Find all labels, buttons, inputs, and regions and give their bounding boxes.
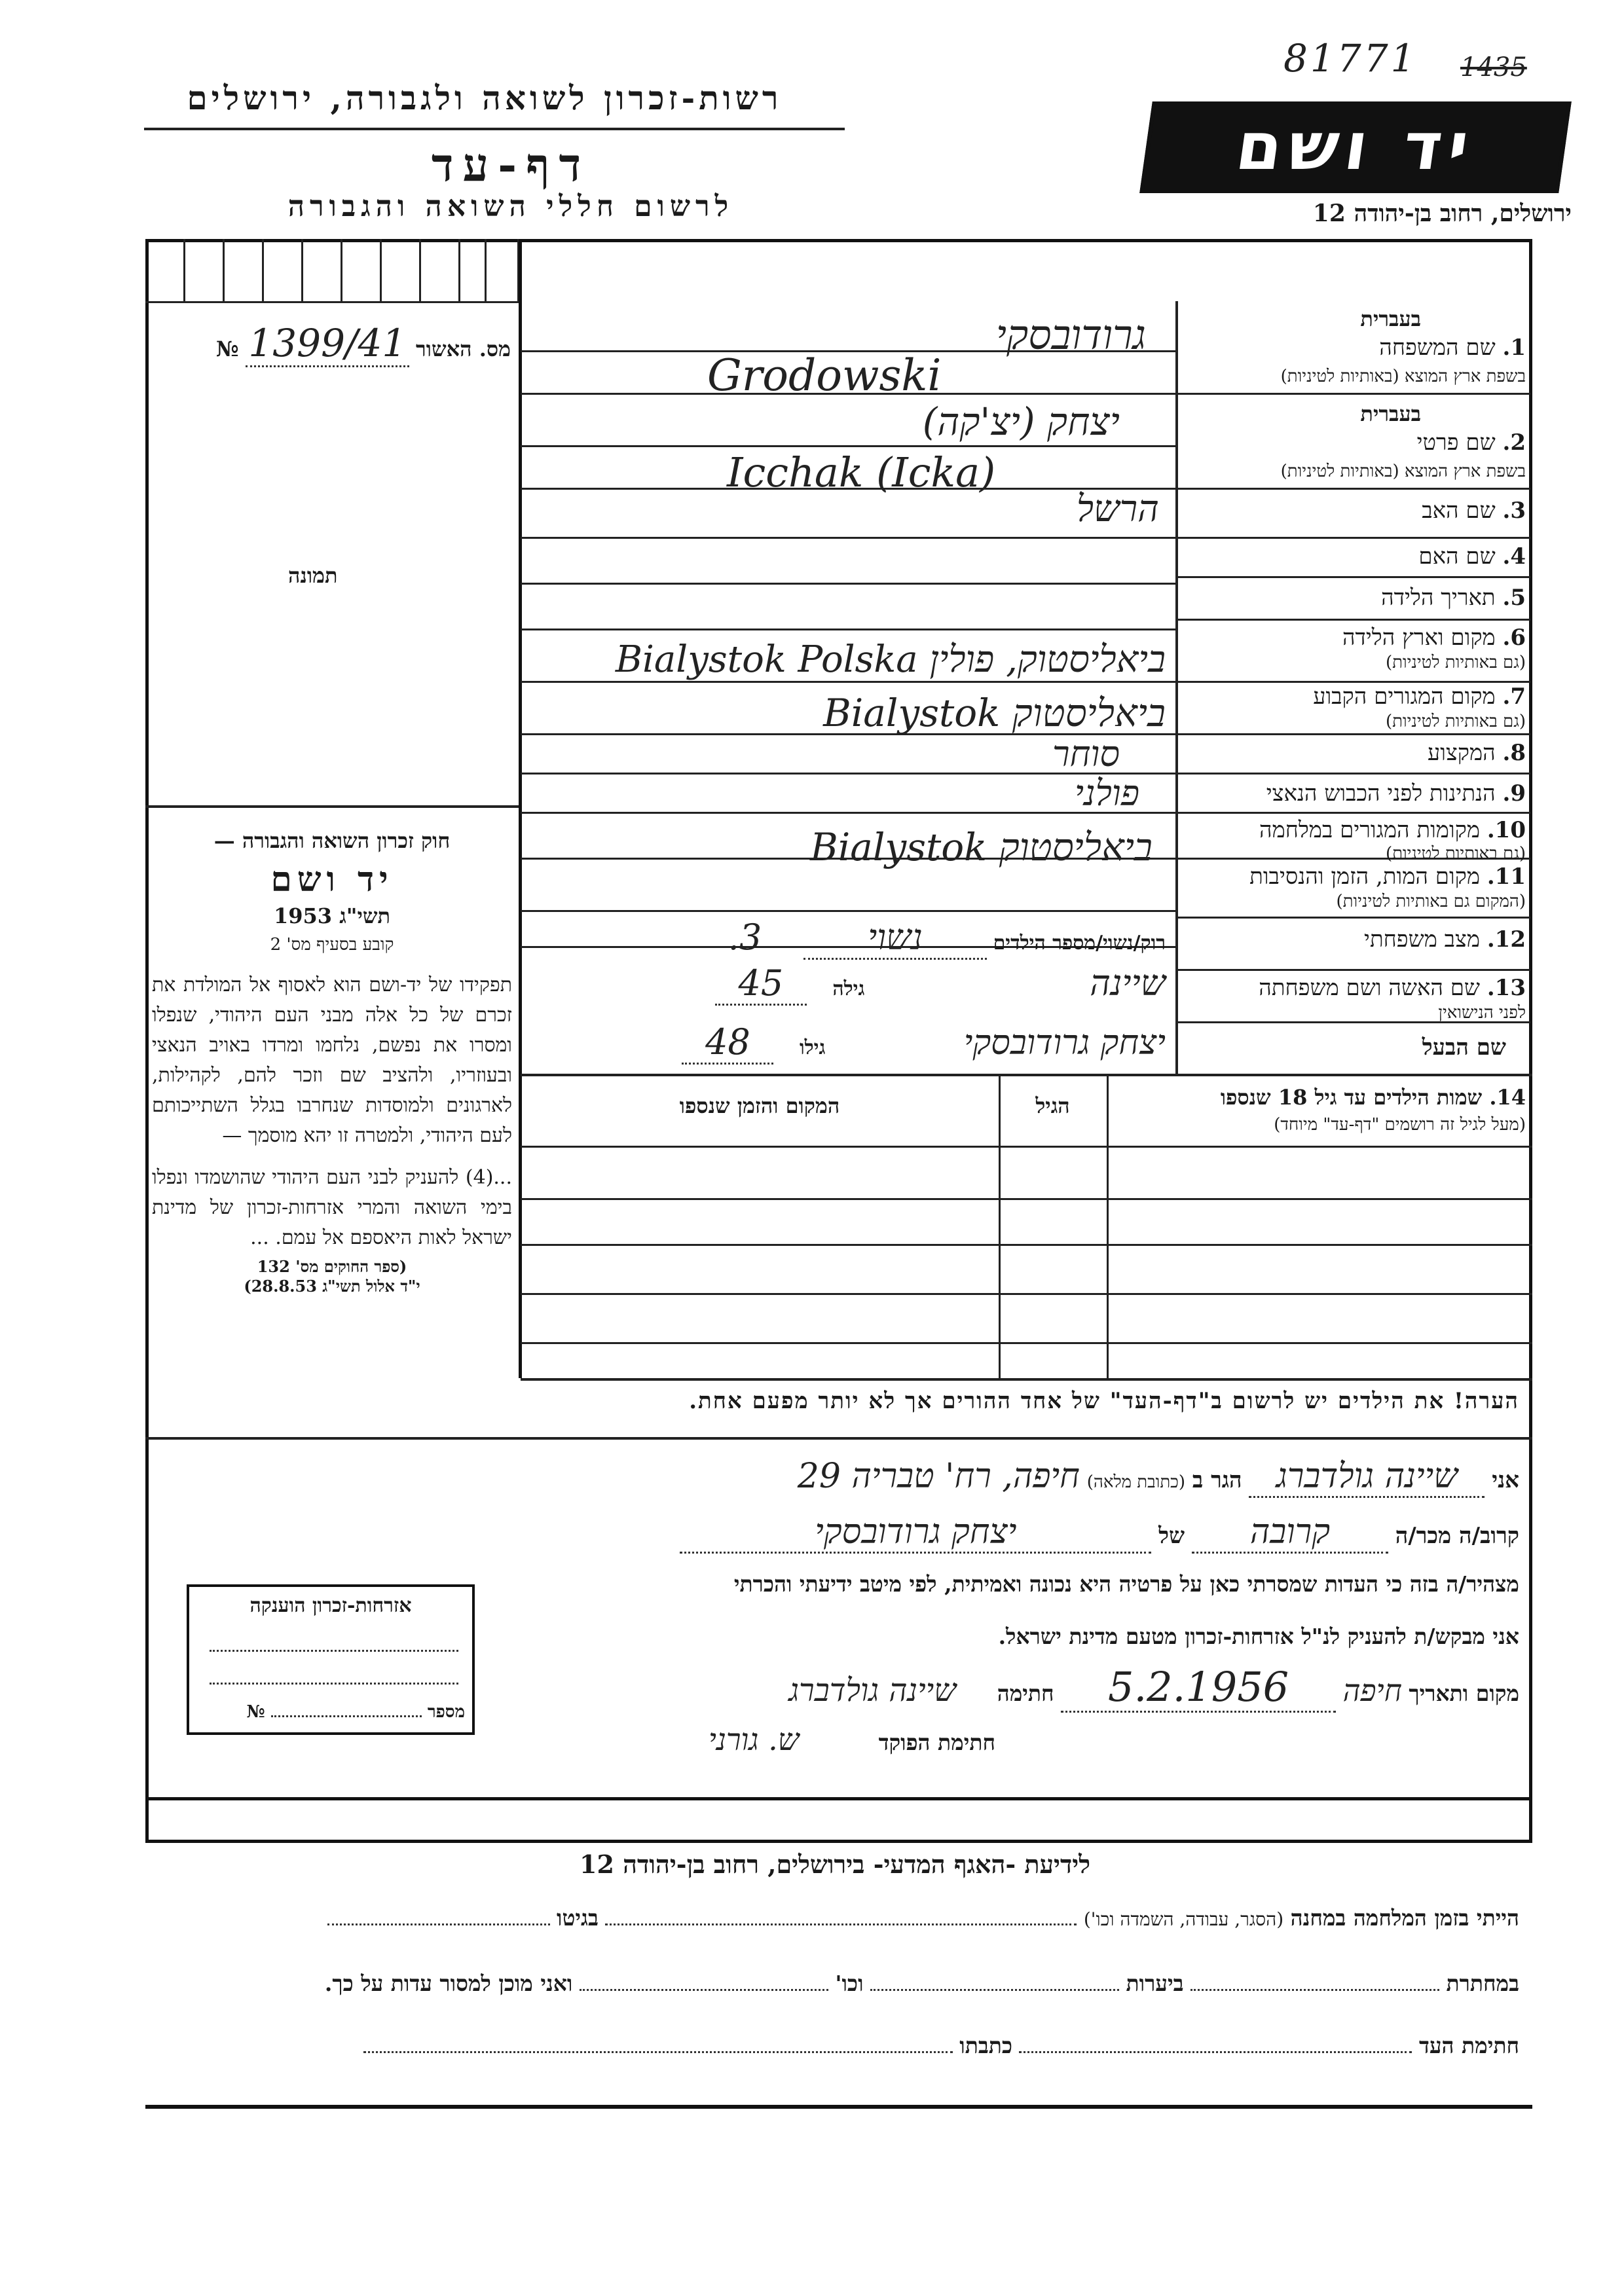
citizenship-dotted-line (210, 1683, 458, 1685)
value-line (521, 537, 1175, 539)
org-line: רשות-זכרון לשואה ולגבורה, ירושלים (187, 79, 783, 117)
field-6-label: 6. מקום וארץ הלידה (גם באותיות לטיניות) (1342, 625, 1526, 672)
strip-cell (341, 239, 342, 301)
info-top-line (145, 1797, 1532, 1800)
occupation[interactable]: סוחר (1052, 733, 1120, 774)
field-13-label: 13. שם האשה ושם משפחתה לפני הנישואין (1259, 975, 1526, 1023)
strip-cell (223, 239, 225, 301)
children-col-age: הגיל (1035, 1093, 1070, 1118)
date-value[interactable]: 5.2.1956 (1061, 1663, 1336, 1713)
photo-column-divider (519, 239, 522, 1378)
children-col-divider (999, 1074, 1001, 1378)
form-title: דף-עד (431, 137, 591, 192)
field-11-label: 11. מקום המות, הזמן והנסיבות (המקום גם באותיות לטיניות) (1249, 864, 1526, 911)
law-title: חוק זכרון השואה והגבורה — (213, 828, 451, 853)
approval-row (170, 321, 511, 367)
birth-place[interactable]: ביאליסטוק, פולין Bialystok Polska (615, 638, 1166, 681)
field-7-label: 7. מקום המגורים הקבוע (גם באותיות לטיניות) (1313, 683, 1526, 731)
approval-number[interactable]: 1399/41 (246, 321, 409, 367)
label-row-line (1177, 969, 1530, 971)
marital-status[interactable]: נשוי (803, 917, 987, 960)
note-bottom-line (145, 1437, 1532, 1440)
children-row-line (521, 1244, 1532, 1246)
address: ירושלים, רחוב בן-יהודה 12 (1312, 200, 1572, 227)
value-line (521, 583, 1175, 585)
label-row-line (1177, 917, 1530, 919)
children-row-line (521, 1342, 1532, 1344)
marital-options: רוק/נשוי/מספר הילדים (993, 932, 1166, 955)
signature-value[interactable]: שיינה גולדברג (788, 1672, 957, 1709)
photo-bottom-line (145, 805, 519, 808)
strip-cell (262, 239, 264, 301)
wife-age-label: גילה (832, 977, 865, 1000)
children-col-place: המקום והזמן שנספו (679, 1093, 840, 1118)
wife-row (537, 962, 1166, 1006)
place-value[interactable]: חיפה (1342, 1673, 1402, 1708)
officer-signature[interactable]: ש. גורני (708, 1722, 800, 1757)
children-col-divider (1107, 1074, 1109, 1378)
law-source: (ספר החוקים מס' 132 (257, 1257, 407, 1276)
declaration-line-4: אני מבקש/ת להעניק לנ"ל אזרחות-זכרון מטעם מדינת ישראל. (998, 1624, 1519, 1649)
declaration-line-1: אני שיינה גולדברג הגר ב (כתובת מלאה) חיפה, רח' טבריה 29 (458, 1457, 1519, 1498)
husband-age-label: גילו (799, 1036, 826, 1059)
declaration-line-3: מצהיר/ה בזה כי העדות שמסרתי כאן על פרטיה היא נכונה ואמיתית, לפי מיטב ידיעתי והכרתי (733, 1571, 1519, 1597)
strip-cell (301, 239, 303, 301)
firstname-latin[interactable]: Icchak (Icka) (727, 448, 996, 496)
strip-cell (183, 239, 185, 301)
field-1-sub: בשפת ארץ המוצא (באותיות לטיניות) (1280, 367, 1526, 386)
relation[interactable]: קרובה (1192, 1512, 1388, 1554)
strip-cell (485, 239, 487, 301)
declarant-address[interactable]: חיפה, רח' טבריה 29 (797, 1457, 1080, 1496)
logo-text: יד ושם (1231, 108, 1480, 185)
wife-name[interactable]: שיינה (1090, 962, 1166, 1004)
info-title: לידיעת -האגף המדעי- בירושלים, רחוב בן-יהודה 12 (580, 1850, 1090, 1879)
approval-label: מס. האשור (416, 337, 511, 361)
info-line-1: הייתי בזמן המלחמה במחנה (הסגר, עבודה, השמדה וכו') בגיטו (157, 1905, 1519, 1931)
children-title: שמות הילדים עד גיל 18 שנספו (1220, 1085, 1483, 1110)
strip-cell (380, 239, 382, 301)
husband-name[interactable]: יצחק גרודובסקי (963, 1023, 1166, 1063)
children-row-line (521, 1293, 1532, 1295)
surname-latin[interactable]: Grodowski (707, 350, 942, 401)
law-year: תשי"ג 1953 (274, 903, 390, 928)
approval-no-label: № (215, 337, 239, 361)
wife-age[interactable]: 45 (715, 962, 807, 1006)
officer-row: חתימת הפוקד ש. גורני (458, 1722, 995, 1757)
husband-age[interactable]: 48 (682, 1021, 773, 1065)
children-top-line (521, 1074, 1532, 1076)
citizenship-number-row: מספר № (246, 1702, 465, 1722)
value-line (521, 681, 1175, 683)
law-name: יד ושם (270, 860, 394, 900)
label-row-line (1177, 773, 1530, 774)
photo-label: תמונה (288, 563, 338, 588)
place-date-row: מקום ותאריך חיפה 5.2.1956 חתימה שיינה גולדברג (458, 1663, 1519, 1713)
info-line-2: במחתרת ביערות וכו' ואני מוכן למסור עדות על כך. (324, 1971, 1519, 1996)
citizenship-title: אזרחות-זכרון הוענקה (249, 1594, 412, 1617)
father-name[interactable]: הרשל (1076, 488, 1159, 530)
citizenship-dotted-line (210, 1650, 458, 1652)
label-row-line (1177, 681, 1530, 683)
field-3-label: 3. שם האב (1422, 498, 1526, 524)
value-line (521, 910, 1175, 912)
note-text: הערה! את הילדים יש לרשום ב"דף-העד" של אחד ההורים אך לא יותר מפעם אחת. (689, 1388, 1519, 1414)
children-row-line (521, 1146, 1532, 1148)
husband-row (537, 1021, 1166, 1065)
field-8-label: 8. המקצוע (1428, 740, 1526, 766)
firstname-hebrew[interactable]: יצחק (יצ'קה) (922, 399, 1120, 444)
field-1-title: שם המשפחה (1379, 335, 1496, 361)
law-body: תפקידו של יד-ושם הוא לאסוף אל המולדת את זכרם של כל אלה מבני העם היהודי, שנפלו ומסרו את נפשם, נלחמו ומרדו באויב הנאצי ובעוזריו, ולהציב שם וזכר להם, לקהילות, לארגונים ולמוסדות שנחרבו בגלל השתייכותם לעם היהודי, ולמטרה זו יהא מוסמך — (152, 974, 512, 1147)
declarant-name[interactable]: שיינה גולדברג (1249, 1457, 1485, 1498)
label-row-line (1177, 488, 1530, 490)
value-line (521, 445, 1175, 447)
org-underline (144, 128, 845, 130)
residence[interactable]: ביאליסטוק Bialystok (823, 691, 1166, 735)
children-subtitle: (מעל לגיל זה רושמים "דף-עד" מיוחד) (1274, 1115, 1526, 1135)
field-2-label: בעברית 2. שם פרטי בשפת ארץ המוצא (באותיות לטיניות) (1185, 399, 1526, 486)
info-line-3: חתימת העד כתבתו (157, 2033, 1519, 2059)
label-row-line (1177, 812, 1530, 814)
label-row-line (1177, 619, 1530, 621)
yad-vashem-logo (1139, 101, 1572, 193)
field-2-sub: בשפת ארץ המוצא (באותיות לטיניות) (1280, 462, 1526, 481)
nationality[interactable]: פולני (1074, 773, 1139, 814)
strip-cell (458, 239, 460, 301)
children-row-line (521, 1198, 1532, 1200)
label-row-line (1177, 537, 1530, 539)
field-5-label: 5. תאריך הלידה (1381, 585, 1526, 611)
field-10-label: 10. מקומות המגורים במלחמה (גם באותיות לטיניות) (1259, 817, 1526, 864)
value-line (521, 629, 1175, 630)
wartime-residence[interactable]: ביאליסטוק Bialystok (810, 825, 1153, 869)
form-subtitle: לרשום חללי השואה והגבורה (287, 190, 734, 223)
top-strip-line (145, 301, 519, 303)
declaration-line-2: קרוב/ה מכר/ה קרובה של יצחק גרודובסקי (458, 1512, 1519, 1554)
label-row-line (1177, 576, 1530, 578)
note-top-line (521, 1378, 1532, 1381)
stamp-number-secondary: 1435 (1460, 52, 1527, 82)
stamp-number: 81771 (1283, 36, 1418, 81)
strip-cell (419, 239, 421, 301)
field-2-title: שם פרטי (1416, 429, 1496, 456)
law-block (152, 828, 512, 1296)
law-date: י"ד אלול תשי"ג 28.8.53) (244, 1277, 420, 1296)
label-column-divider (1175, 301, 1178, 1074)
bottom-border (145, 2105, 1532, 2109)
label-row-line (1177, 393, 1530, 395)
relation-of[interactable]: יצחק גרודובסקי (680, 1512, 1151, 1554)
husband-label: שם הבעל (1422, 1034, 1506, 1061)
marital-row (537, 917, 1166, 960)
field-9-label: 9. הנתינות לפני הכבוש הנאצי (1266, 780, 1526, 807)
field-4-label: 4. שם האם (1418, 543, 1526, 570)
field-1-label: בעברית 1. שם המשפחה בשפת ארץ המוצא (באותיות לטיניות) (1185, 304, 1526, 391)
field-12-label: 12. מצב משפחתי (1364, 926, 1526, 953)
children-header: 14. שמות הילדים עד גיל 18 שנספו (מעל לגיל זה רושמים "דף-עד" מיוחד) (1113, 1084, 1526, 1139)
surname-hebrew[interactable]: גרודובסקי (995, 311, 1146, 359)
field-2-hint: בעברית (1360, 401, 1421, 426)
field-1-hint: בעברית (1360, 306, 1421, 331)
children-count[interactable]: 3. (728, 917, 762, 958)
law-clause: קובע בסעיף מס' 2 (270, 935, 394, 955)
law-body-2: ...(4) להעניק לבני העם היהודי שהושמדו ונפלו בימי השואה והמרי אזרחות-זכרון של מדינת ישראל לאות היאספם אל עמם. ... (152, 1166, 512, 1249)
